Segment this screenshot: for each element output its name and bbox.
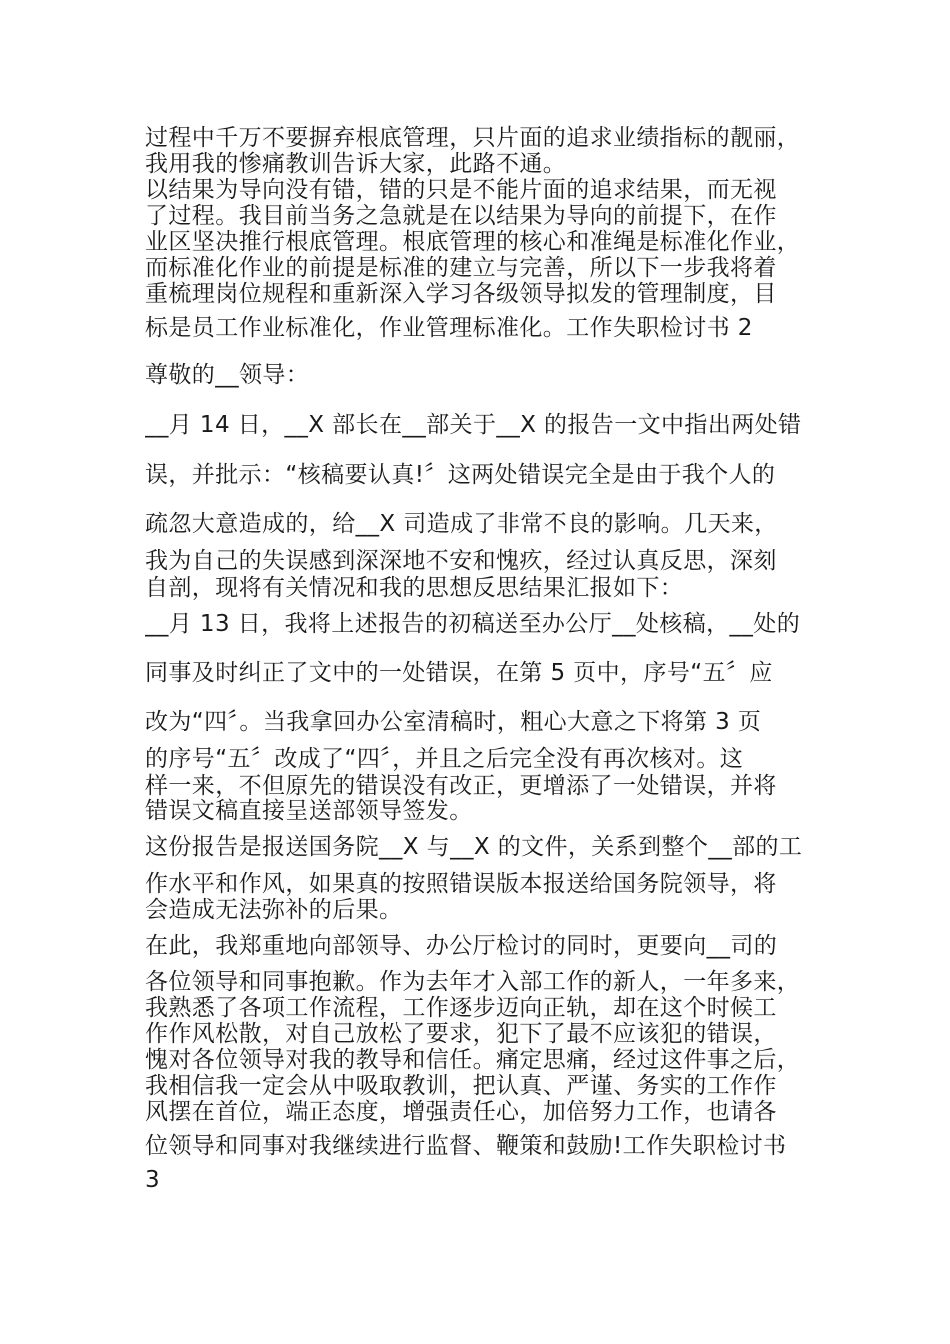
text-line: 作作风松散，对自己放松了要求，犯下了最不应该犯的错误，: [145, 1021, 777, 1047]
text-line: 愧对各位领导对我的教导和信任。痛定思痛，经过这件事之后，: [145, 1047, 801, 1073]
text-line: 我相信我一定会从中吸取教训，把认真、严谨、务实的工作作: [145, 1073, 777, 1099]
text-line: 位领导和同事对我继续进行监督、鞭策和鼓励!工作失职检讨书: [145, 1133, 787, 1159]
text-line: 我为自己的失误感到深深地不安和愧疚，经过认真反思，深刻: [145, 548, 777, 574]
text-line: 我熟悉了各项工作流程，工作逐步迈向正轨，却在这个时候工: [145, 995, 777, 1021]
text-line: __月 14 日，__X 部长在__部关于__X 的报告一文中指出两处错: [145, 412, 802, 438]
text-line: 过程中千万不要摒弃根底管理，只片面的追求业绩指标的靓丽，: [145, 125, 801, 151]
salutation: 尊敬的__领导：: [145, 362, 310, 388]
text-line: 而标准化作业的前提是标准的建立与完善，所以下一步我将着: [145, 255, 777, 281]
text-line: 作水平和作风，如果真的按照错误版本报送给国务院领导，将: [145, 871, 777, 897]
text-line: 业区坚决推行根底管理。根底管理的核心和准绳是标准化作业，: [145, 229, 801, 255]
text-line: 这份报告是报送国务院__X 与__X 的文件，关系到整个__部的工: [145, 834, 803, 860]
text-line: 标是员工作业标准化，作业管理标准化。工作失职检讨书 2: [145, 315, 753, 341]
text-line: __月 13 日，我将上述报告的初稿送至办公厅__处核稿，__处的: [145, 611, 801, 637]
text-line: 了过程。我目前当务之急就是在以结果为导向的前提下，在作: [145, 203, 777, 229]
text-line: 样一来，不但原先的错误没有改正，更增添了一处错误，并将: [145, 773, 777, 799]
text-line: 改为“四〞。当我拿回办公室清稿时，粗心大意之下将第 3 页: [145, 709, 762, 735]
text-line: 重梳理岗位规程和重新深入学习各级领导拟发的管理制度，目: [145, 281, 777, 307]
text-line: 会造成无法弥补的后果。: [145, 897, 403, 923]
text-line: 疏忽大意造成的，给__X 司造成了非常不良的影响。几天来，: [145, 511, 778, 537]
text-line: 错误文稿直接呈送部领导签发。: [145, 798, 473, 824]
text-line: 我用我的惨痛教训告诉大家，此路不通。: [145, 151, 567, 177]
text-line: 的序号“五〞改成了“四〞，并且之后完全没有再次核对。这: [145, 746, 744, 772]
text-line: 以结果为导向没有错，错的只是不能片面的追求结果，而无视: [145, 177, 777, 203]
text-line: 各位领导和同事抱歉。作为去年才入部工作的新人，一年多来，: [145, 969, 801, 995]
text-line: 误，并批示：“核稿要认真!〞这两处错误完全是由于我个人的: [145, 462, 776, 488]
text-line: 自剖，现将有关情况和我的思想反思结果汇报如下：: [145, 575, 684, 601]
text-line: 同事及时纠正了文中的一处错误，在第 5 页中，序号“五〞应: [145, 660, 773, 686]
text-line: 在此，我郑重地向部领导、办公厅检讨的同时，更要向__司的: [145, 933, 778, 959]
text-line: 3: [145, 1167, 161, 1193]
text-line: 风摆在首位，端正态度，增强责任心，加倍努力工作，也请各: [145, 1099, 777, 1125]
